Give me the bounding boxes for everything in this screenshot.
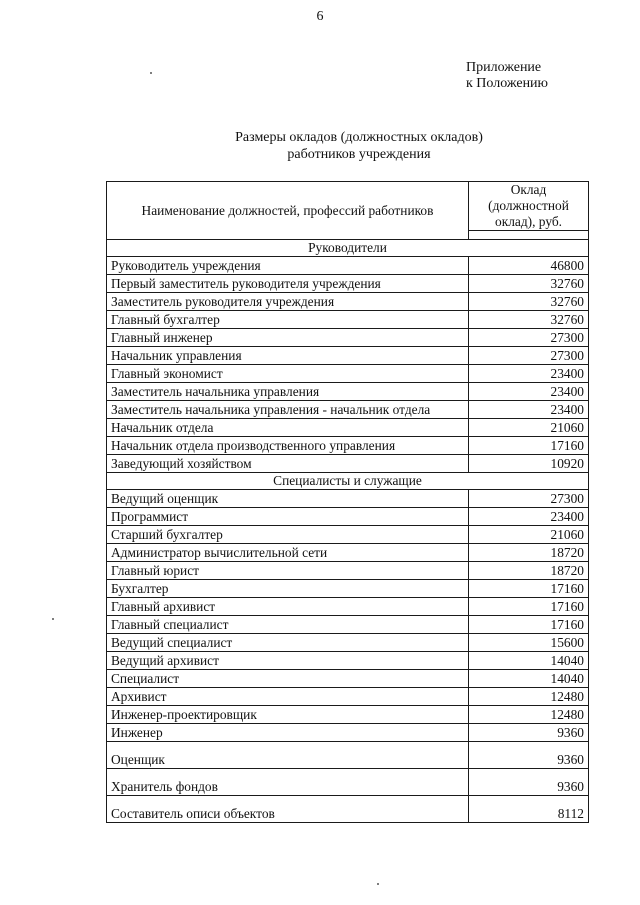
salary-value: 9360: [469, 769, 589, 796]
table-row: [107, 652, 589, 670]
salary-value: 12480: [469, 688, 589, 706]
table-row: [107, 724, 589, 742]
salary-value: 12480: [469, 706, 589, 724]
appendix-line-2: к Положению: [466, 76, 549, 91]
table-row: [107, 257, 589, 275]
salary-value: 14040: [469, 652, 589, 670]
salary-value: 14040: [469, 670, 589, 688]
salary-value: 17160: [469, 616, 589, 634]
table-row: [107, 670, 589, 688]
position-name: Инженер: [107, 724, 469, 742]
salary-value: 9360: [469, 724, 589, 742]
position-name: Главный экономист: [107, 365, 469, 383]
title-line-2: работников учреждения: [287, 147, 431, 162]
header-salary-cell: [469, 182, 589, 231]
salary-value: 27300: [469, 329, 589, 347]
header-salary-line-3: оклад), руб.: [495, 214, 562, 229]
scan-speck: [52, 618, 54, 620]
salary-value: 15600: [469, 634, 589, 652]
salary-table: [106, 181, 589, 823]
position-name: Администратор вычислительной сети: [107, 544, 469, 562]
table-row: [107, 490, 589, 508]
position-name: Начальник отдела производственного управления: [107, 437, 469, 455]
salary-value: 8112: [469, 796, 589, 823]
salary-value: 32760: [469, 275, 589, 293]
position-name: Начальник управления: [107, 347, 469, 365]
position-name: Хранитель фондов: [107, 769, 469, 796]
table-row: [107, 706, 589, 724]
table-row: [107, 437, 589, 455]
salary-value: 32760: [469, 311, 589, 329]
salary-value: 9360: [469, 742, 589, 769]
position-name: Программист: [107, 508, 469, 526]
salary-table-body: [107, 182, 589, 823]
position-name: Заведующий хозяйством: [107, 455, 469, 473]
table-row: [107, 598, 589, 616]
position-name: Главный специалист: [107, 616, 469, 634]
position-name: Главный юрист: [107, 562, 469, 580]
table-row: [107, 311, 589, 329]
salary-value: 21060: [469, 526, 589, 544]
position-name: Начальник отдела: [107, 419, 469, 437]
page-number: 6: [316, 9, 324, 24]
salary-value: 21060: [469, 419, 589, 437]
position-name: Инженер-проектировщик: [107, 706, 469, 724]
salary-value: 23400: [469, 508, 589, 526]
position-name: Главный инженер: [107, 329, 469, 347]
salary-value: 18720: [469, 562, 589, 580]
table-row: [107, 347, 589, 365]
table-row: [107, 401, 589, 419]
position-name: Ведущий архивист: [107, 652, 469, 670]
position-name: Заместитель руководителя учреждения: [107, 293, 469, 311]
position-name: Составитель описи объектов: [107, 796, 469, 823]
table-row: [107, 580, 589, 598]
appendix-note: [466, 60, 548, 92]
table-row: [107, 616, 589, 634]
header-salary-line-2: (должностной: [488, 198, 569, 213]
appendix-line-1: Приложение: [466, 60, 542, 75]
salary-value: 32760: [469, 293, 589, 311]
header-salary-line-1: Оклад: [510, 182, 547, 197]
table-row: [107, 455, 589, 473]
section-row: [107, 473, 589, 490]
table-row: [107, 329, 589, 347]
salary-value: 23400: [469, 383, 589, 401]
salary-value: 17160: [469, 437, 589, 455]
salary-value: 27300: [469, 347, 589, 365]
position-name: Заместитель начальника управления: [107, 383, 469, 401]
position-name: Руководитель учреждения: [107, 257, 469, 275]
scan-speck: [377, 883, 379, 885]
position-name: Главный бухгалтер: [107, 311, 469, 329]
position-name: Архивист: [107, 688, 469, 706]
table-row: [107, 508, 589, 526]
header-row: [107, 182, 589, 231]
table-row: [107, 526, 589, 544]
table-row: [107, 275, 589, 293]
salary-value: 18720: [469, 544, 589, 562]
salary-value: 27300: [469, 490, 589, 508]
salary-value: 17160: [469, 580, 589, 598]
table-row: [107, 769, 589, 796]
header-name-cell: Наименование должностей, профессий работников: [107, 182, 469, 240]
title-line-1: Размеры окладов (должностных окладов): [235, 130, 483, 145]
section-title: Руководители: [107, 240, 589, 257]
table-row: [107, 562, 589, 580]
position-name: Специалист: [107, 670, 469, 688]
position-name: Главный архивист: [107, 598, 469, 616]
salary-value: 17160: [469, 598, 589, 616]
table-row: [107, 293, 589, 311]
position-name: Ведущий оценщик: [107, 490, 469, 508]
salary-value: 23400: [469, 401, 589, 419]
position-name: Бухгалтер: [107, 580, 469, 598]
table-row: [107, 634, 589, 652]
position-name: Старший бухгалтер: [107, 526, 469, 544]
table-row: [107, 365, 589, 383]
section-row: [107, 240, 589, 257]
salary-value: 46800: [469, 257, 589, 275]
position-name: Заместитель начальника управления - начальник отдела: [107, 401, 469, 419]
scan-speck: [150, 72, 152, 74]
header-spacer-cell: [469, 231, 589, 240]
position-name: Оценщик: [107, 742, 469, 769]
section-title: Специалисты и служащие: [107, 473, 589, 490]
table-row: [107, 383, 589, 401]
table-row: [107, 796, 589, 823]
salary-value: 23400: [469, 365, 589, 383]
position-name: Первый заместитель руководителя учреждения: [107, 275, 469, 293]
table-row: [107, 742, 589, 769]
position-name: Ведущий специалист: [107, 634, 469, 652]
table-row: [107, 419, 589, 437]
table-row: [107, 544, 589, 562]
table-row: [107, 688, 589, 706]
document-title: [0, 129, 640, 163]
salary-value: 10920: [469, 455, 589, 473]
